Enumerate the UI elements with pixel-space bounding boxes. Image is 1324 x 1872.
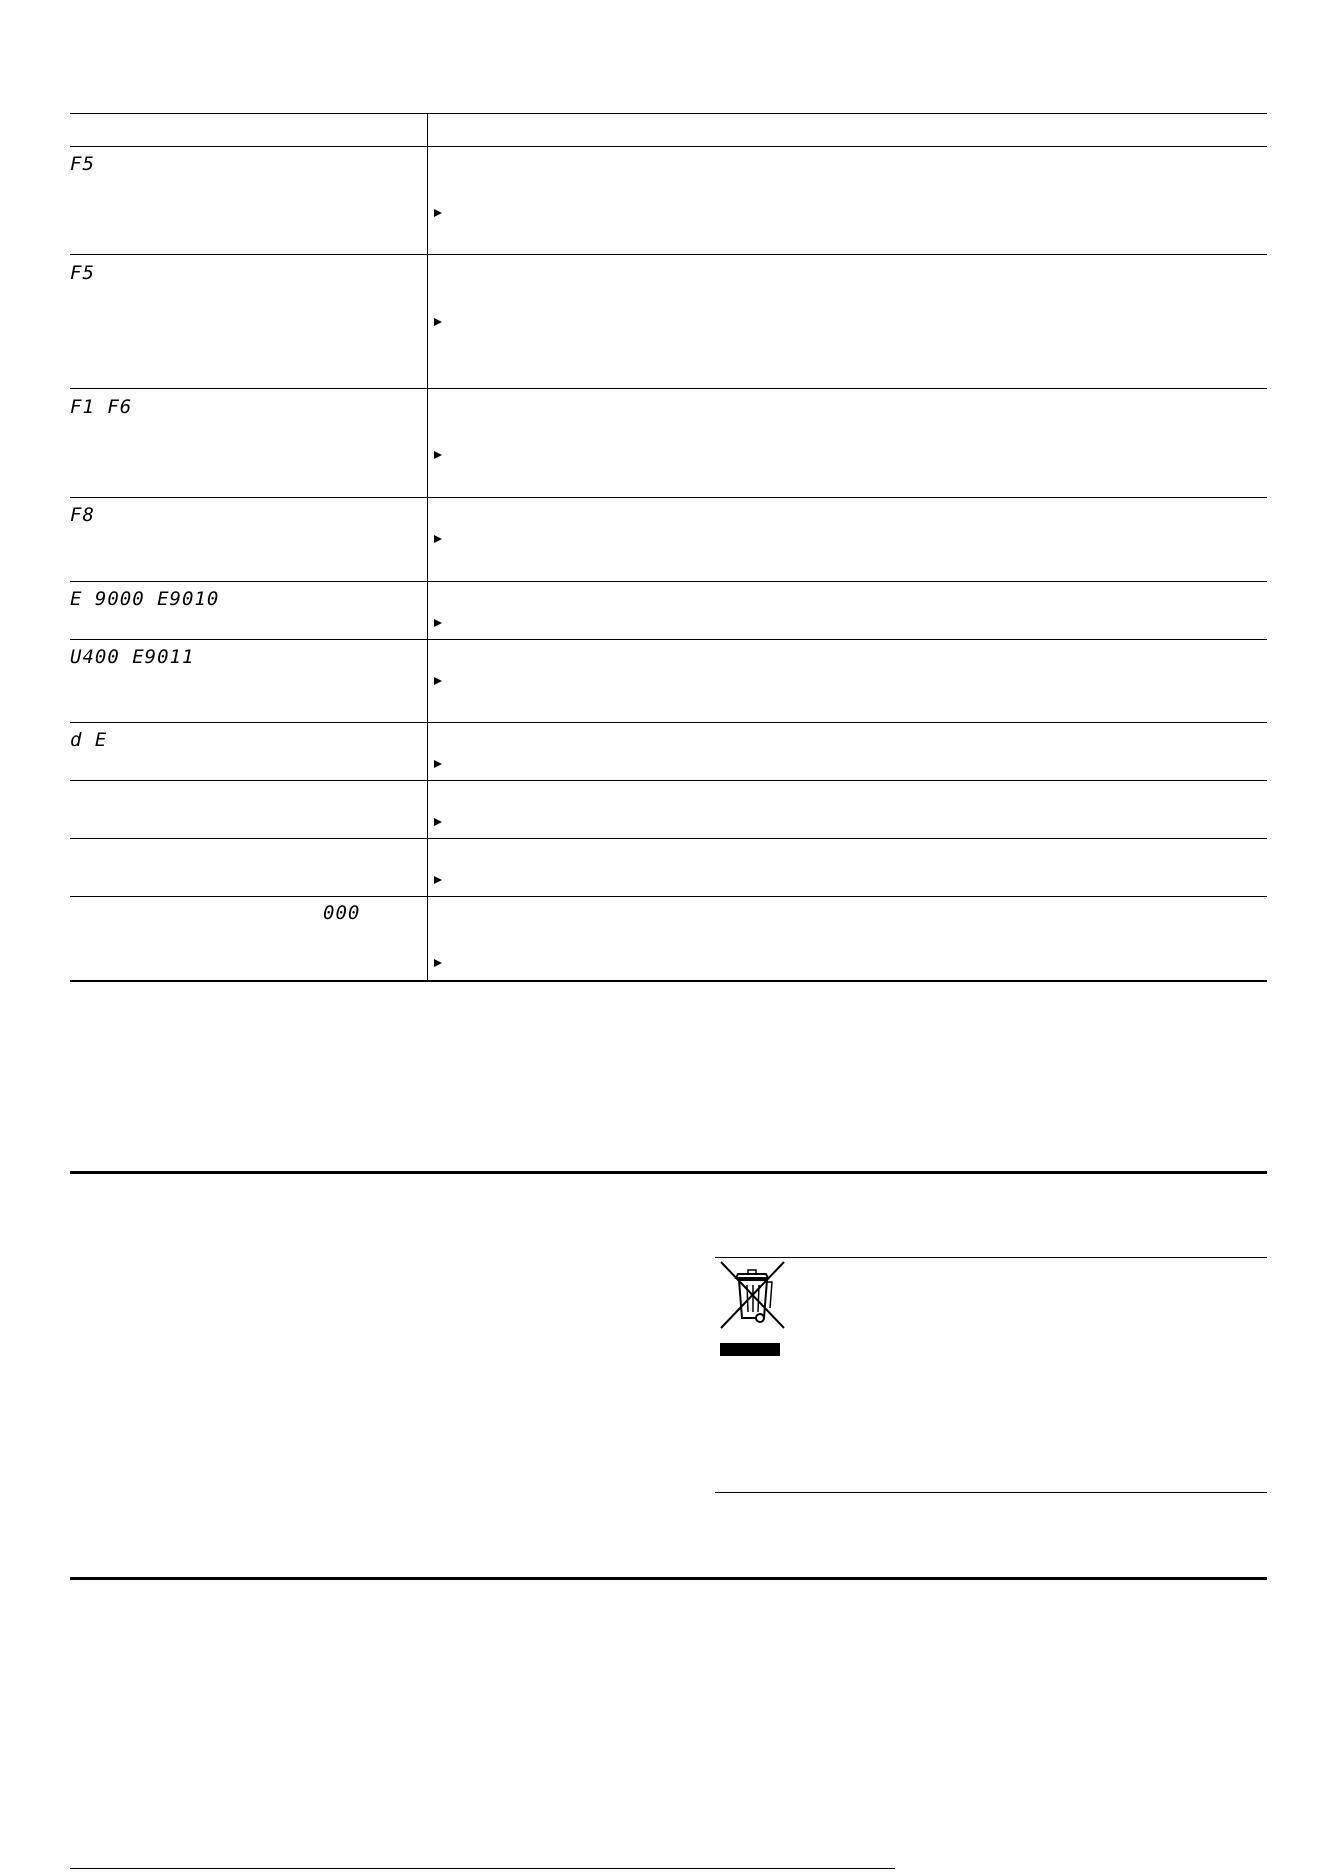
error-code: F5 bbox=[70, 262, 95, 284]
table-row-rule bbox=[70, 722, 1267, 723]
table-row-rule bbox=[70, 388, 1267, 389]
page-bottom-rule bbox=[70, 1868, 895, 1869]
disposal-box-bottom-rule bbox=[715, 1492, 1267, 1493]
action-arrow-icon bbox=[434, 876, 442, 884]
table-row-rule bbox=[70, 254, 1267, 255]
action-arrow-icon bbox=[434, 535, 442, 543]
action-arrow-icon bbox=[434, 318, 442, 326]
table-row-rule bbox=[70, 639, 1267, 640]
action-arrow-icon bbox=[434, 209, 442, 217]
table-bottom-rule bbox=[70, 980, 1267, 982]
table-row-rule bbox=[70, 780, 1267, 781]
action-arrow-icon bbox=[434, 959, 442, 967]
section-rule bbox=[70, 1171, 1267, 1174]
error-code: 000 bbox=[323, 902, 361, 924]
table-row-rule bbox=[70, 497, 1267, 498]
table-header-bottom-rule bbox=[70, 146, 1267, 147]
action-arrow-icon bbox=[434, 677, 442, 685]
error-code: E 9000 E9010 bbox=[70, 588, 220, 610]
table-header-rule bbox=[70, 113, 1267, 114]
error-code: F5 bbox=[70, 153, 95, 175]
action-arrow-icon bbox=[434, 818, 442, 826]
action-arrow-icon bbox=[434, 760, 442, 768]
error-code: F1 F6 bbox=[70, 396, 133, 418]
action-arrow-icon bbox=[434, 451, 442, 459]
error-code: F8 bbox=[70, 504, 95, 526]
disposal-box-top-rule bbox=[715, 1257, 1267, 1258]
table-row-rule bbox=[70, 838, 1267, 839]
crossed-out-wheelie-bin-icon bbox=[716, 1260, 786, 1358]
table-row-rule bbox=[70, 581, 1267, 582]
error-code: d E bbox=[70, 729, 108, 751]
table-column-divider bbox=[427, 113, 428, 980]
table-row-rule bbox=[70, 896, 1267, 897]
section-bottom-rule bbox=[70, 1577, 1267, 1580]
error-code: U400 E9011 bbox=[70, 646, 195, 668]
action-arrow-icon bbox=[434, 619, 442, 627]
